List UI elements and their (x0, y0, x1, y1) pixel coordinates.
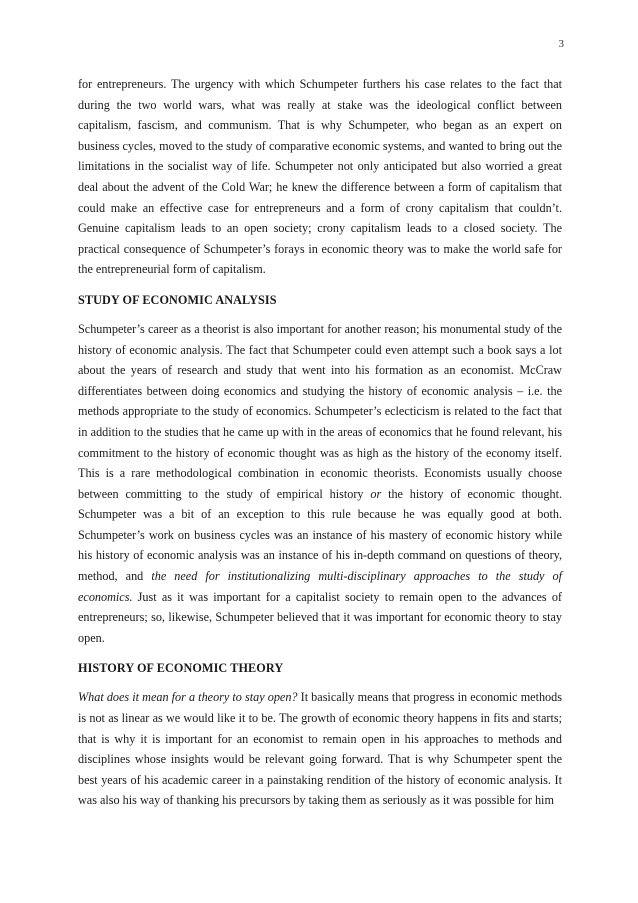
history-paragraph (78, 687, 562, 811)
study-text-3: Just as it was important for a capitalist society to remain open to the advances of entrepreneurs; so, likewise, Schumpeter believed that it was important for economic theory to stay open. (78, 589, 562, 645)
study-emphasis-phrase: the need for institutionalizing multi-disciplinary approaches to the study of economics. (78, 569, 563, 604)
intro-paragraph: for entrepreneurs. The urgency with which Schumpeter furthers his case relates to the fact that during the two world wars, what was really at stake was the ideological conflict between capitalism, fascism, and communism. That is why Schumpeter, who began as an expert on business cycles, moved to the study of comparative economic systems, and wanted to bring out the limitations in the socialist way of life. Schumpeter not only anticipated but also worried a great deal about the advent of the Cold War; he knew the difference between a form of capitalism that could make an effective case for entrepreneurs and a form of crony capitalism that couldn’t. Genuine capitalism leads to an open society; crony capitalism leads to a closed society. The practical consequence of Schumpeter’s forays in economic theory was to make the world safe for the entrepreneurial form of capitalism. (78, 77, 562, 277)
section-heading-study-of-economic-analysis: STUDY OF ECONOMIC ANALYSIS (78, 292, 277, 307)
study-text-1: Schumpeter’s career as a theorist is also important for another reason; his monumental study of the history of economic analysis. The fact that Schumpeter could even attempt such a book says a lot about the years of research and study that went into his formation as an economist. McCraw differentiates between doing economics and studying the history of economic analysis – i.e. the methods appropriate to the study of economics. Schumpeter’s eclecticism is related to the fact that in addition to the studies that he came up with in the areas of economics that he found relevant, his commitment to the history of economic thought was as high as the history of the economy itself. This is a rare methodological combination in economic theorists. Economists usually choose between committing to the study of empirical history (78, 321, 562, 501)
study-emphasis-or: or (370, 486, 382, 501)
page-content (78, 74, 562, 811)
study-text-2: the history of economic thought. Schumpeter was a bit of an exception to this rule because he was equally good at both. Schumpeter’s work on business cycles was an instance of his mastery of economic history while his history of economic analysis was an instance of his in-depth command on questions of theory, method, and (78, 486, 563, 584)
study-paragraph (78, 319, 562, 649)
history-question: What does it mean for a theory to stay open? (78, 690, 298, 705)
history-text-1: It basically means that progress in economic methods is not as linear as we would like it to be. The growth of economic theory happens in fits and starts; that is why it is important for an economist to remain open in his approaches to methods and disciplines whose insights would be relevant going forward. That is why Schumpeter spent the best years of his academic career in a painstaking rendition of the history of economic analysis. It was also his way of thanking his precursors by taking them as seriously as it was possible for him (78, 690, 562, 808)
section-heading-history-of-economic-theory: HISTORY OF ECONOMIC THEORY (78, 661, 284, 676)
page-number: 3 (558, 38, 564, 50)
